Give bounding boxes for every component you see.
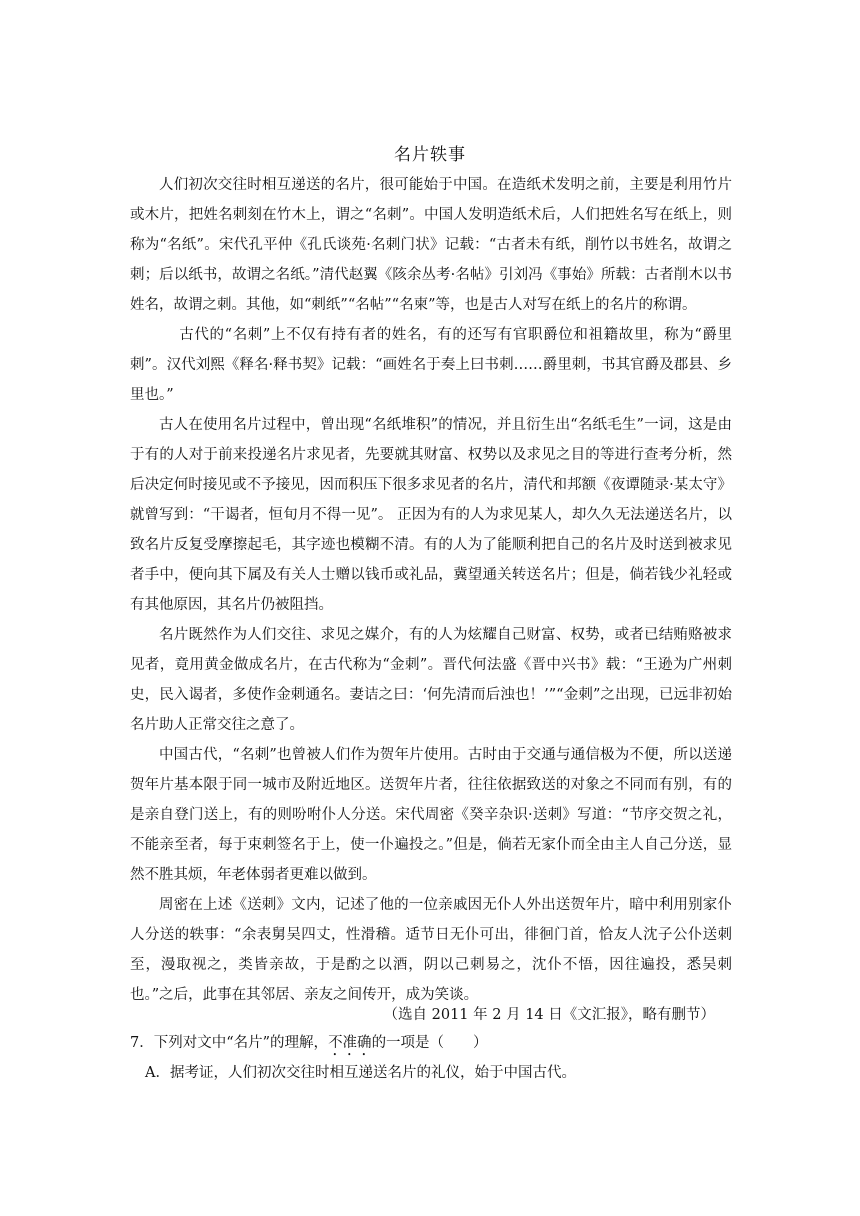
article-title: 名片轶事 [394, 145, 466, 165]
paragraph-5: 中国古代，“名刺”也曾被人们作为贺年片使用。古时由于交通与通信极为不便，所以送递贺年片基本限于同一城市及附近地区。送贺年片者，往往依据致送的对象之不同而有别，有的是亲自登门送上，有的则吩咐仆人分送。宋代周密《癸辛杂识·送刺》写道：“节序交贺之礼，不能亲至者，每于束刺签名于上，使一仆遍投之。”但是，倘若无家仆而全由主人自己分送，显然不胜其烦，年老体弱者更难以做到。 [130, 747, 732, 883]
article-body [130, 170, 732, 1010]
paragraph-1: 人们初次交往时相互递送的名片，很可能始于中国。在造纸术发明之前，主要是利用竹片或木片，把姓名刺刻在竹木上，谓之“名刺”。中国人发明造纸术后，人们把姓名写在纸上，则称为“名纸”。宋代孔平仲《孔氏谈苑·名刺门状》记载：“古者未有纸，削竹以书姓名，故谓之刺；后以纸书，故谓之名纸。”清代赵翼《陔余丛考·名帖》引刘冯《事始》所载：古者削木以书姓名，故谓之刺。其他，如“刺纸”“名帖”“名柬”等，也是古人对写在纸上的名片的称谓。 [130, 177, 732, 313]
paragraph-2: 古代的“名刺”上不仅有持有者的姓名，有的还写有官职爵位和祖籍故里，称为“爵里刺”。汉代刘熙《释名·释书契》记载：“画姓名于奏上曰书刺……爵里刺，书其官爵及郡县、乡里也。” [130, 327, 732, 403]
option-a: A．据考证，人们初次交往时相互递送名片的礼仪，始于中国古代。 [145, 1065, 576, 1081]
question-suffix: 的一项是（ ） [371, 1035, 488, 1051]
question-emphasis: 不准确 [328, 1035, 372, 1051]
source-note: （选自 2011 年 2 月 14 日《文汇报》，略有删节） [383, 1007, 715, 1023]
paragraph-4: 名片既然作为人们交往、求见之媒介，有的人为炫耀自己财富、权势，或者已结贿赂被求见者，竟用黄金做成名片，在古代称为“金刺”。晋代何法盛《晋中兴书》载：“王逊为广州刺史，民入谒者，多使作金刺通名。妻诘之曰：‘何先清而后浊也！’”“金刺”之出现，已远非初始名片助人正常交往之意了。 [130, 627, 732, 733]
paragraph-6: 周密在上述《送刺》文内，记述了他的一位亲戚因无仆人外出送贺年片，暗中利用别家仆人分送的轶事：“余表舅吴四丈，性滑稽。适节日无仆可出，徘徊门首，恰友人沈子公仆送刺至，漫取视之，类皆亲故，于是酌之以酒，阴以己刺易之，沈仆不悟，因往遍投，悉吴刺也。”之后，此事在其邻居、亲友之间传开，成为笑谈。 [130, 897, 732, 1003]
question-prefix: 7．下列对文中“名片”的理解， [130, 1035, 329, 1051]
paragraph-3: 古人在使用名片过程中，曾出现“名纸堆积”的情况，并且衍生出“名纸毛生”一词，这是由于有的人对于前来投递名片求见者，先要就其财富、权势以及求见之目的等进行查考分析，然后决定何时接见或不予接见，因而积压下很多求见者的名片，清代和邦额《夜谭随录·某太守》就曾写到：“干谒者，恒旬月不得一见”。 正因为有的人为求见某人，却久久无法递送名片，以致名片反复受摩擦起毛，其字迹也模糊不清。有的人为了能顺利把自己的名片及时送到被求见者手中，便向其下属及有关人士赠以钱币或礼品，冀望通关转送名片；但是，倘若钱少礼轻或有其他原因，其名片仍被阻挡。 [130, 417, 732, 613]
question-7 [130, 1028, 732, 1059]
